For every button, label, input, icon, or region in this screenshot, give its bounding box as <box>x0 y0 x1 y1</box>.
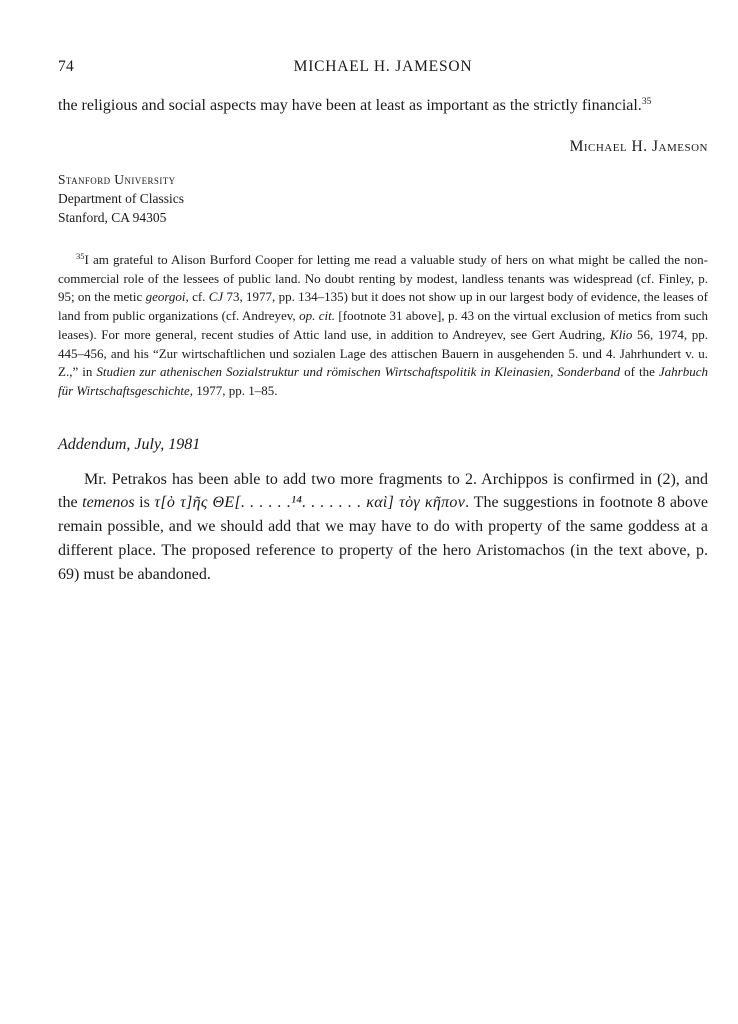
footnote-italic: op. cit. <box>299 308 336 324</box>
continuation-paragraph <box>58 94 708 118</box>
footnote-text: , cf. <box>185 289 209 305</box>
page-number: 74 <box>58 58 75 75</box>
footnote-italic: Studien zur athenischen Sozialstruktur und römischen Wirtschaftspolitik in Kleinasien, Sonderband <box>96 364 621 380</box>
running-title: MICHAEL H. JAMESON <box>293 58 473 75</box>
continuation-text: the religious and social aspects may have been at least as important as the strictly financial. <box>58 97 642 114</box>
running-head <box>58 58 708 82</box>
addendum-text: . The suggestions in footnote 8 above remain possible, and we should add that we may have to do with property of the same goddess at a different place. The proposed reference to property of the hero Aristomachos (in the text above, p. 69) must be abandoned. <box>58 494 709 583</box>
addendum-italic: temenos <box>82 494 135 512</box>
author-signature: Michael H. Jameson <box>569 138 708 155</box>
footnote-italic: georgoi <box>145 289 186 305</box>
footnote-text: , 1977, pp. 1–85. <box>189 382 278 398</box>
page <box>58 58 708 603</box>
footnote-italic: Jahrbuch für Wirtschaftsgeschichte <box>58 364 708 398</box>
addendum-heading: Addendum, July, 1981 <box>58 435 201 453</box>
footnote-text: [footnote 31 above], p. 43 on the virtual exclusion of metics from such leases). For more general, recent studies of Attic land use, in addition to Andreyev, see Gert Audring, <box>58 308 708 342</box>
author-affiliation <box>58 170 708 227</box>
affiliation-university: Stanford University <box>58 172 176 187</box>
footnote-35 <box>58 251 708 401</box>
footnote-reference: 35 <box>641 97 652 107</box>
affiliation-department: Department of Classics <box>58 191 184 206</box>
footnote-text: 73, 1977, pp. 134–135) but it does not show up in our largest body of evidence, the leases of land from public organizations (cf. Andreyev, <box>58 289 708 324</box>
footnote-number: 35 <box>76 251 85 261</box>
affiliation-city: Stanford, CA 94305 <box>58 210 167 225</box>
footnote-italic: Klio <box>609 326 633 342</box>
addendum-text: Mr. Petrakos has been able to add two more fragments to 2. Archippos is confirmed in (2), and the <box>58 470 708 512</box>
footnote-text: of the <box>620 364 659 380</box>
footnote-text: I am grateful to Alison Burford Cooper for letting me read a valuable study of hers on what might be called the non-commercial role of the lessees of public land. No doubt renting by modest, landless tenants was widespread (cf. Finley, p. 95; on the metic <box>58 252 708 305</box>
addendum-text: is <box>134 494 155 512</box>
footnote-text: 56, 1974, pp. 445–456, and his “Zur wirtschaftlichen und sozialen Lage des attischen Bauern in ausgehenden 5. und 4. Jahrhundert v. u. Z.,” in <box>58 326 709 380</box>
greek-inscription: τ[ὸ τ]ῆς ΘΕ[. . . . . .¹⁴. . . . . . . καὶ] τὸγ κῆπον <box>154 494 466 512</box>
footnote-italic: CJ <box>208 289 224 305</box>
addendum-paragraph <box>58 468 708 587</box>
